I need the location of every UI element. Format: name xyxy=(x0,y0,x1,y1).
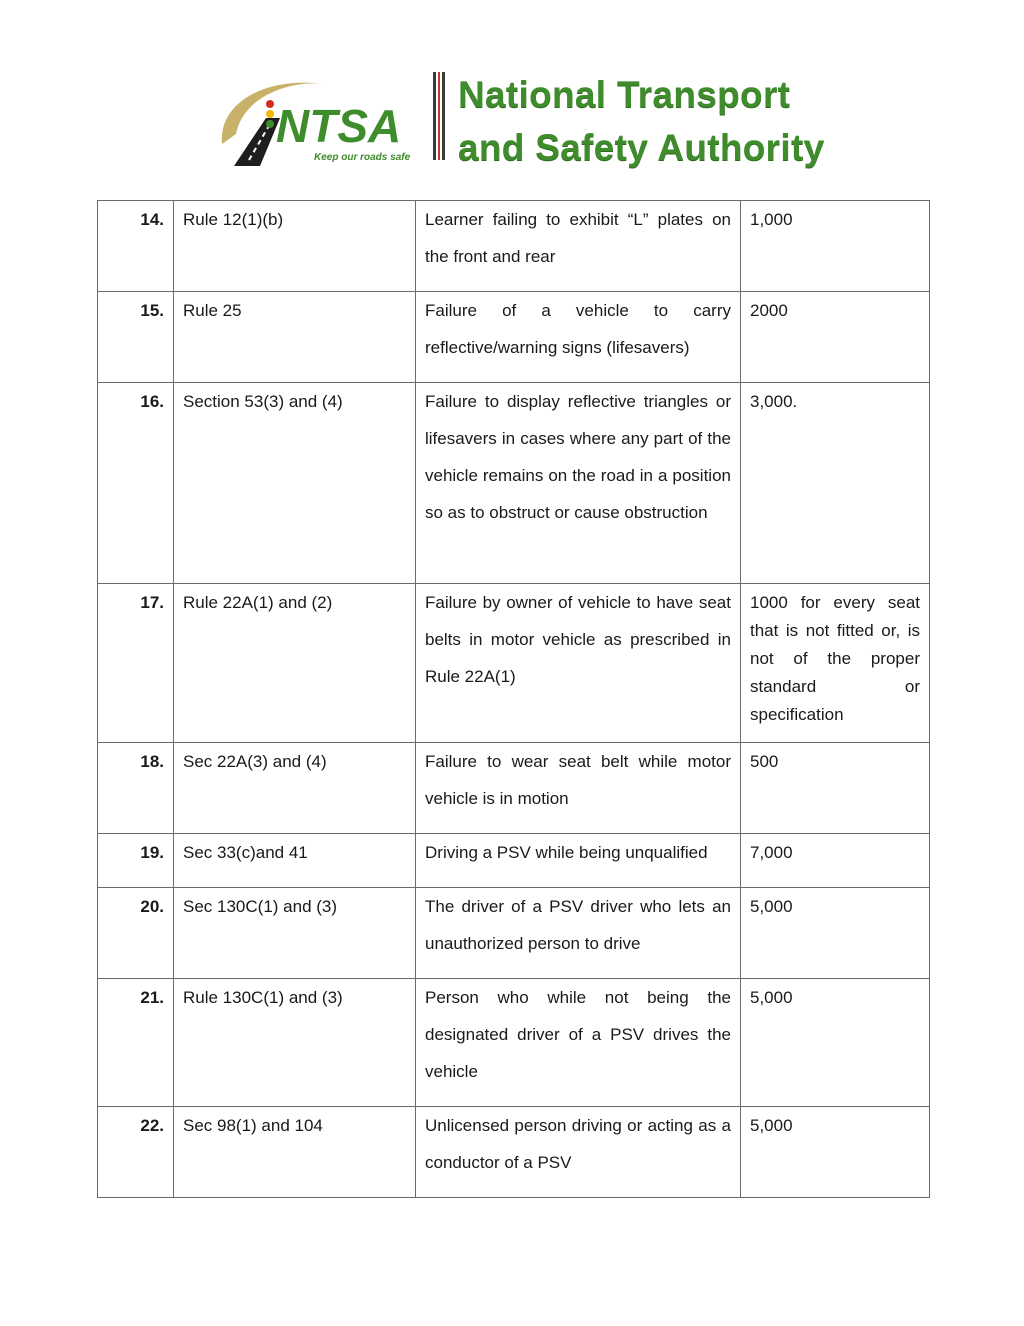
table-row xyxy=(98,201,930,292)
row-number: 15. xyxy=(98,292,174,383)
logo-text: NTSA xyxy=(276,100,402,152)
offence-description: Driving a PSV while being unqualified xyxy=(416,834,741,888)
table-row xyxy=(98,584,930,743)
page-header xyxy=(0,60,1024,180)
legal-provision: Section 53(3) and (4) xyxy=(174,383,416,584)
legal-provision: Rule 25 xyxy=(174,292,416,383)
header-divider xyxy=(433,72,445,160)
row-number: 21. xyxy=(98,979,174,1107)
offence-description: Failure of a vehicle to carry reflective/warning signs (lifesavers) xyxy=(416,292,741,383)
legal-provision: Sec 98(1) and 104 xyxy=(174,1107,416,1198)
table-row xyxy=(98,1107,930,1198)
fine-amount: 1000 for every seat that is not fitted or, is not of the proper standard or specification xyxy=(741,584,930,743)
legal-provision: Rule 22A(1) and (2) xyxy=(174,584,416,743)
legal-provision: Rule 12(1)(b) xyxy=(174,201,416,292)
offence-description: Failure to display reflective triangles or lifesavers in cases where any part of the vehicle remains on the road in a position so as to obstruct or cause obstruction xyxy=(416,383,741,584)
table-row xyxy=(98,743,930,834)
fine-amount: 2000 xyxy=(741,292,930,383)
legal-provision: Sec 33(c)and 41 xyxy=(174,834,416,888)
fine-amount: 5,000 xyxy=(741,1107,930,1198)
legal-provision: Rule 130C(1) and (3) xyxy=(174,979,416,1107)
fine-amount: 3,000. xyxy=(741,383,930,584)
offence-description: The driver of a PSV driver who lets an unauthorized person to drive xyxy=(416,888,741,979)
fines-table xyxy=(97,200,930,1198)
offence-description: Failure to wear seat belt while motor vehicle is in motion xyxy=(416,743,741,834)
table-row xyxy=(98,383,930,584)
fine-amount: 1,000 xyxy=(741,201,930,292)
row-number: 16. xyxy=(98,383,174,584)
offence-description: Person who while not being the designated driver of a PSV drives the vehicle xyxy=(416,979,741,1107)
ntsa-logo-icon xyxy=(214,74,420,170)
table-row xyxy=(98,888,930,979)
row-number: 19. xyxy=(98,834,174,888)
offence-description: Unlicensed person driving or acting as a conductor of a PSV xyxy=(416,1107,741,1198)
table-row xyxy=(98,834,930,888)
fine-amount: 7,000 xyxy=(741,834,930,888)
legal-provision: Sec 130C(1) and (3) xyxy=(174,888,416,979)
offence-description: Learner failing to exhibit “L” plates on the front and rear xyxy=(416,201,741,292)
fine-amount: 5,000 xyxy=(741,888,930,979)
org-name-line-2: and Safety Authority xyxy=(458,127,825,168)
row-number: 18. xyxy=(98,743,174,834)
legal-provision: Sec 22A(3) and (4) xyxy=(174,743,416,834)
row-number: 17. xyxy=(98,584,174,743)
row-number: 20. xyxy=(98,888,174,979)
table-row xyxy=(98,292,930,383)
row-number: 14. xyxy=(98,201,174,292)
table-row xyxy=(98,979,930,1107)
organization-name xyxy=(458,68,824,174)
fine-amount: 500 xyxy=(741,743,930,834)
row-number: 22. xyxy=(98,1107,174,1198)
org-name-line-1: National Transport xyxy=(458,74,791,115)
logo-tagline: Keep our roads safe xyxy=(314,152,411,163)
offence-description: Failure by owner of vehicle to have seat belts in motor vehicle as prescribed in Rule 22A(1) xyxy=(416,584,741,743)
fine-amount: 5,000 xyxy=(741,979,930,1107)
